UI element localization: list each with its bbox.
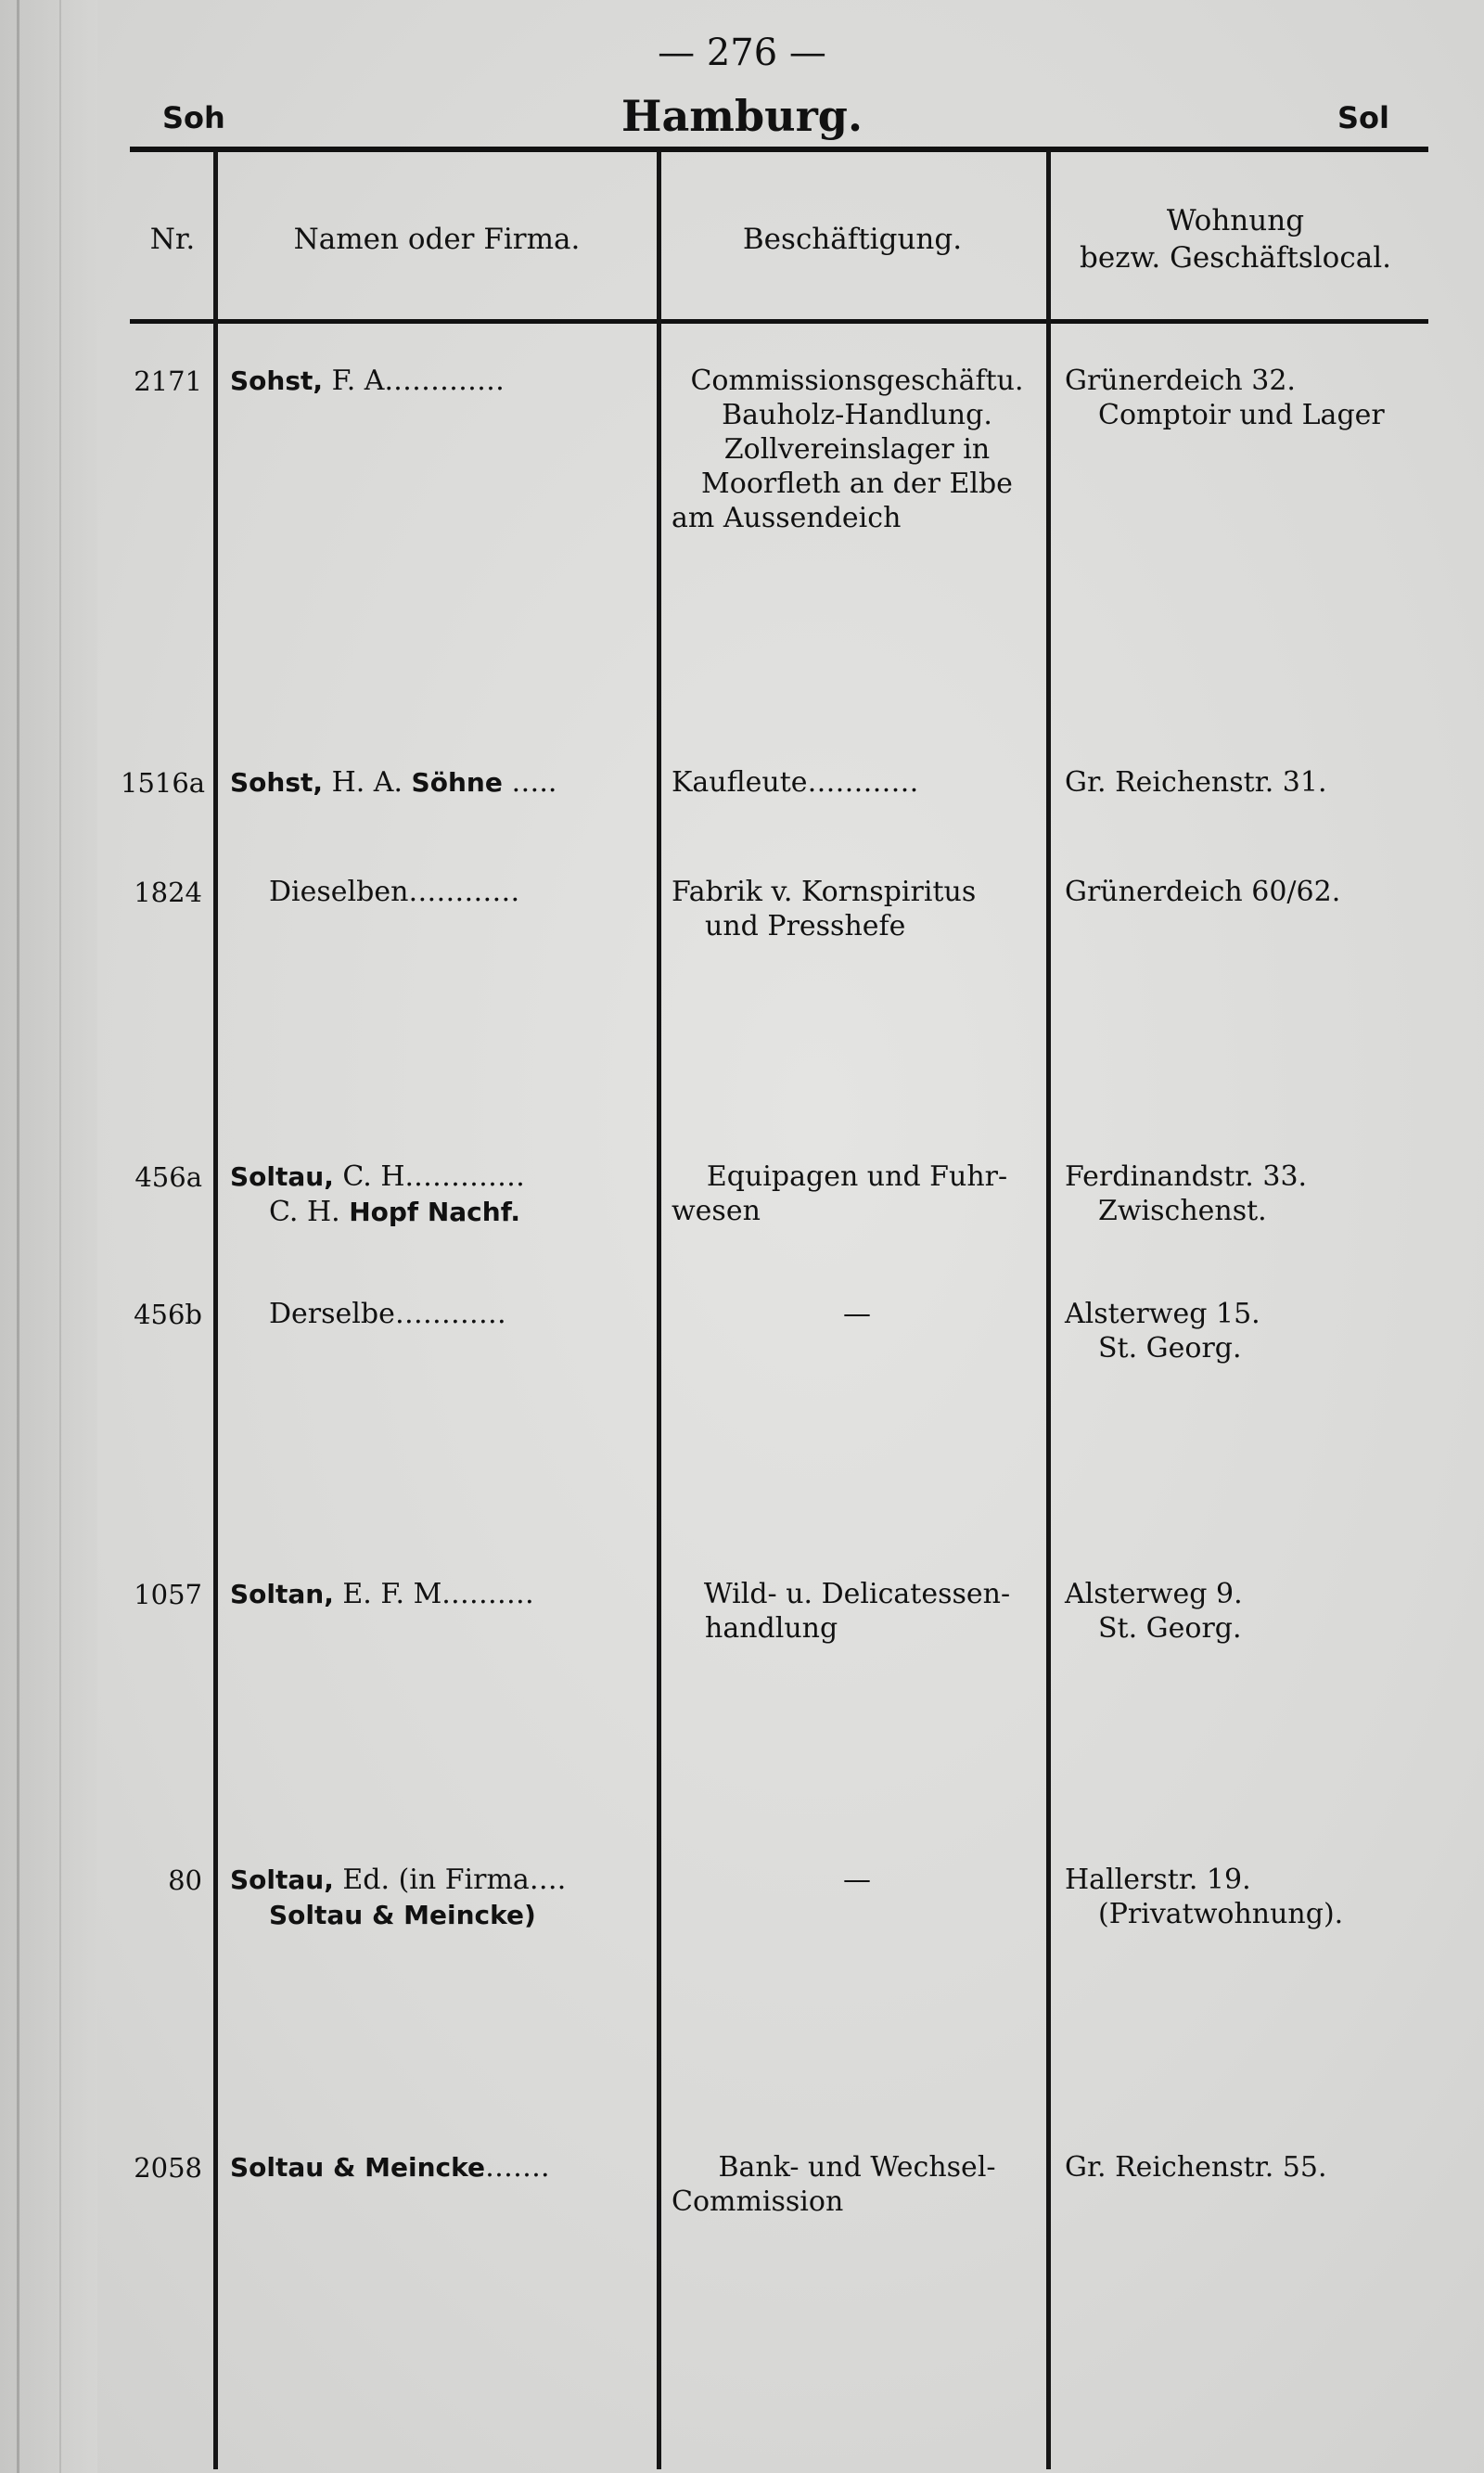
- entry-number: 80: [168, 1864, 202, 1896]
- entry-address-line: St. Georg.: [1098, 1612, 1242, 1645]
- entry-number: 2058: [134, 2152, 202, 2184]
- entry-business: [672, 1297, 1043, 1331]
- entry-address: [1065, 1160, 1436, 1228]
- column-divider-3: [1046, 150, 1051, 2469]
- entry-business: [672, 875, 1043, 943]
- entry-address: [1065, 875, 1436, 909]
- entry-address: [1065, 364, 1436, 432]
- entry-business-line: Bank- und Wechsel-: [718, 2151, 996, 2184]
- column-header-address-line2: bezw. Geschäftslocal.: [1080, 241, 1391, 275]
- column-header-rule: [130, 319, 1428, 324]
- entry-address-line: Grünerdeich 32.: [1065, 365, 1296, 397]
- column-header-nr: Nr.: [149, 223, 196, 256]
- header-city: Hamburg.: [621, 91, 863, 141]
- entry-business-line: —: [843, 1864, 871, 1896]
- entry-address-line: Alsterweg 9.: [1065, 1578, 1243, 1610]
- entry-business: [672, 2150, 1043, 2219]
- header-rule: [130, 147, 1428, 152]
- entry-name-rest: Dieselben…………: [269, 876, 520, 908]
- entry-address-line: Gr. Reichenstr. 55.: [1065, 2151, 1327, 2184]
- header-range-end: Sol: [1337, 100, 1389, 135]
- entry-business: [672, 765, 1043, 800]
- column-divider-1: [213, 150, 218, 2469]
- entry-address-line: Hallerstr. 19.: [1065, 1864, 1251, 1896]
- entry-business-line: Kaufleute…………: [672, 766, 919, 799]
- column-header-business: Beschäftigung.: [742, 223, 963, 256]
- header-range-start: Soh: [162, 100, 225, 135]
- entry-name-rest: F. A.…………: [323, 365, 505, 397]
- entry-name: [230, 875, 686, 910]
- page-number: — 276 —: [658, 32, 826, 74]
- entry-name-bold: Sohst,: [230, 365, 324, 396]
- entry-name-rest: H. A.: [323, 766, 412, 799]
- entry-business-line: handlung: [705, 1612, 838, 1645]
- entry-name-line2: C. H.: [269, 1196, 350, 1228]
- entry-business-line: Fabrik v. Kornspiritus: [672, 876, 977, 908]
- entry-address-line: Zwischenst.: [1098, 1195, 1267, 1227]
- entry-number: 456b: [134, 1299, 202, 1330]
- entry-address: [1065, 1577, 1436, 1646]
- entry-name-line2-bold: Hopf Nachf.: [349, 1197, 520, 1227]
- entry-address-line: Alsterweg 15.: [1065, 1298, 1260, 1330]
- entry-business: [672, 1863, 1043, 1897]
- entry-business-line: Commission: [672, 2185, 844, 2218]
- entry-name-tail: …..: [502, 766, 557, 799]
- entry-name-bold: Soltau & Meincke: [230, 2152, 485, 2183]
- column-header-name: Namen oder Firma.: [293, 223, 581, 256]
- entry-number: 456a: [134, 1161, 202, 1193]
- entry-business: [672, 1160, 1043, 1228]
- entry-name-bold: Soltau,: [230, 1161, 334, 1192]
- entry-number: 2171: [134, 365, 202, 397]
- entry-business: [672, 1577, 1043, 1646]
- entry-name-rest: Ed. (in Firma….: [333, 1864, 567, 1896]
- entry-business-line: und Presshefe: [705, 910, 906, 942]
- entry-address-line: (Privatwohnung).: [1098, 1898, 1344, 1930]
- entry-name: [230, 364, 647, 399]
- column-header-address: [1050, 202, 1421, 276]
- entry-business-line: Equipagen und Fuhr-: [706, 1160, 1008, 1193]
- entry-address-line: Ferdinandstr. 33.: [1065, 1160, 1308, 1193]
- entry-name: [230, 2150, 647, 2185]
- entry-name: [230, 1160, 647, 1230]
- entry-name-bold: Sohst,: [230, 767, 324, 798]
- entry-business-line: —: [843, 1298, 871, 1330]
- entry-number: 1824: [134, 877, 202, 908]
- entry-address-line: Gr. Reichenstr. 31.: [1065, 766, 1327, 799]
- entry-business-line: wesen: [672, 1195, 761, 1227]
- entry-name-bold: Soltau,: [230, 1864, 334, 1895]
- entry-business-line: Moorfleth an der Elbe: [701, 468, 1013, 500]
- entry-business-line: Wild- u. Delicatessen-: [703, 1578, 1011, 1610]
- entry-number: 1057: [134, 1579, 202, 1610]
- entry-business-line: am Aussendeich: [672, 502, 902, 534]
- entry-address: [1065, 1297, 1436, 1365]
- column-header-address-line1: Wohnung: [1166, 204, 1305, 237]
- entry-name-rest: Derselbe…………: [269, 1298, 506, 1330]
- entry-business-line: Zollvereinslager in: [723, 433, 991, 466]
- entry-name: [230, 1863, 647, 1933]
- entry-number: 1516a: [121, 767, 206, 799]
- entry-address: [1065, 2150, 1436, 2185]
- entry-address: [1065, 765, 1436, 800]
- entry-address: [1065, 1863, 1436, 1931]
- entry-address-line: Grünerdeich 60/62.: [1065, 876, 1341, 908]
- entry-name-rest: E. F. M.………: [333, 1578, 534, 1610]
- entry-business: [672, 364, 1043, 535]
- entry-name: [230, 1577, 647, 1612]
- entry-name: [230, 765, 647, 801]
- entry-business-line: Commissionsgeschäftu.: [690, 365, 1024, 397]
- entry-name-rest: …….: [484, 2151, 550, 2184]
- entry-name-bold-suffix: Söhne: [411, 767, 503, 798]
- entry-name-line2-bold: Soltau & Meincke): [269, 1900, 536, 1930]
- entry-address-line: Comptoir und Lager: [1098, 399, 1385, 431]
- entry-name-rest: C. H.…………: [333, 1160, 526, 1193]
- entry-address-line: St. Georg.: [1098, 1332, 1242, 1365]
- entry-name: [230, 1297, 686, 1332]
- entry-business-line: Bauholz-Handlung.: [722, 399, 992, 431]
- binding-edge: [0, 0, 97, 2473]
- entry-name-bold: Soltan,: [230, 1579, 334, 1609]
